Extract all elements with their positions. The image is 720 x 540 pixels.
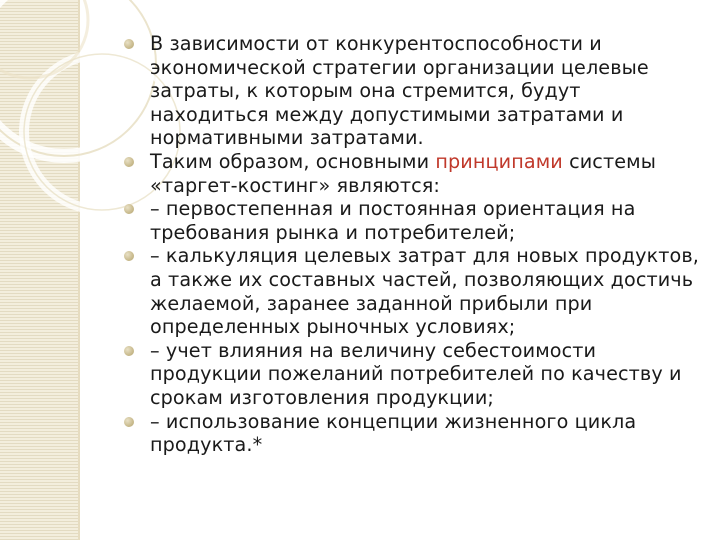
bullet-item — [124, 150, 702, 197]
bullet-list — [124, 32, 702, 457]
bullet-text-before: Таким образом, основными — [150, 149, 436, 173]
highlight-principles: принципами — [435, 149, 563, 173]
bullet-text: В зависимости от конкурентоспособности и экономической стратегии организации целевые затраты, к которым она стремится, будут находиться между допустимыми затратами и нормативными затратами. — [150, 32, 649, 150]
bullet-text: – использование концепции жизненного цикла продукта.* — [150, 409, 637, 457]
bullet-item — [124, 32, 702, 150]
bullet-text: – калькуляция целевых затрат для новых продуктов, а также их составных частей, позволяющих достичь желаемой, заранее заданной прибыли при определенных рыночных условиях; — [150, 244, 699, 339]
bullet-item — [124, 339, 702, 410]
bullet-text-after: системы «таргет-костинг» являются: — [150, 149, 656, 197]
bullet-icon — [124, 417, 134, 427]
bullet-icon — [124, 157, 134, 167]
bullet-item — [124, 197, 702, 244]
bullet-text: – учет влияния на величину себестоимости продукции пожеланий потребителей по качеству и срокам изготовления продукции; — [150, 338, 682, 409]
bullet-item — [124, 244, 702, 338]
bullet-icon — [124, 39, 134, 49]
bullet-item — [124, 410, 702, 457]
bullet-text: – первостепенная и постоянная ориентация на требования рынка и потребителей; — [150, 197, 636, 244]
bullet-icon — [124, 204, 134, 214]
bullet-icon — [124, 251, 134, 261]
slide-content — [124, 32, 702, 457]
bullet-icon — [124, 346, 134, 356]
